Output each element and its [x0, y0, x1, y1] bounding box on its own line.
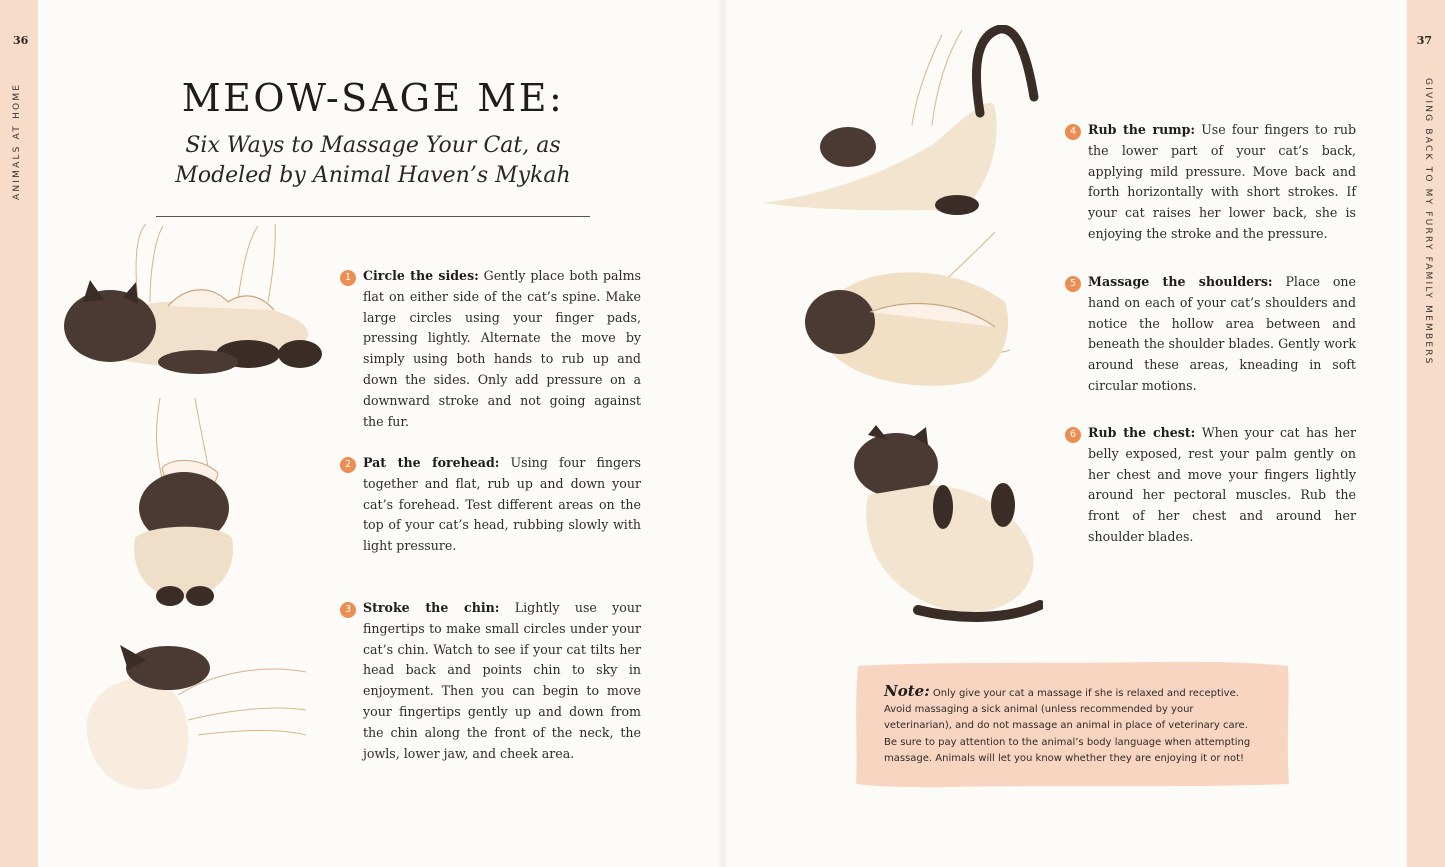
step-3-text: Lightly use your fingertips to make small circles under your cat’s chin. Watch to see if your cat tilts her head back and points chin to sky in enjoyment. Then you can begin to move your fingertips gently up and down from the chin along the front of the neck, the jowls, lower jaw, and cheek area. [363, 600, 641, 761]
step-4-paragraph [1088, 120, 1356, 245]
step-2-text: Using four fingers together and flat, rub up and down your cat’s forehead. Test different areas on the top of your cat’s head, rubbing slowly with light pressure. [363, 455, 641, 554]
page-number-left: 36 [13, 34, 29, 47]
running-head-right: GIVING BACK TO MY FURRY FAMILY MEMBERS [1423, 78, 1433, 366]
note-label: Note: [884, 682, 930, 700]
cat-shoulders-illustration [800, 232, 1015, 430]
note-text: Only give your cat a massage if she is relaxed and receptive. Avoid massaging a sick animal (unless recommended by your veterinarian), and do not massage an animal in place of veterinary care. Be sure to pay attention to the animal’s body language when attempting massage. Animals will let you know whether they are enjoying it or not! [884, 688, 1251, 764]
book-gutter [718, 0, 728, 867]
step-3-number-badge: 3 [340, 602, 356, 618]
running-head-left: ANIMALS AT HOME [12, 82, 22, 200]
step-4-title: Rub the rump: [1088, 122, 1196, 137]
subtitle-line-2: Modeled by Animal Haven’s Mykah [175, 163, 571, 188]
step-4-number-badge: 4 [1065, 124, 1081, 140]
step-5-paragraph [1088, 272, 1356, 397]
cat-stretching-illustration [762, 25, 1042, 220]
step-5-text: Place one hand on each of your cat’s shoulders and notice the hollow area between and beneath the shoulder blades. Gently work around these areas, kneading in soft circular motions. [1088, 274, 1356, 393]
subtitle-line-1: Six Ways to Massage Your Cat, as [185, 133, 561, 158]
step-3-paragraph [363, 598, 641, 764]
step-5-number-badge: 5 [1065, 276, 1081, 292]
cat-chest-illustration [848, 425, 1043, 625]
page-number-right: 37 [1416, 34, 1432, 47]
step-1-number-badge: 1 [340, 270, 356, 286]
step-4-text: Use four fingers to rub the lower part of your cat’s back, applying mild pressure. Move back and forth horizontally with short strokes. If your cat raises her lower back, she is enjoying the stroke and the pressure. [1088, 122, 1357, 241]
page-subtitle [156, 131, 590, 191]
cat-chin-illustration [58, 640, 308, 800]
step-1-text: Gently place both palms flat on either side of the cat’s spine. Make large circles using your finger pads, pressing lightly. Alternate the move by simply using both hands to rub up and down the sides. Only add pressure on a downward stroke and not going against the fur. [363, 268, 641, 429]
step-6-text: When your cat has her belly exposed, rest your palm gently on her chest and move your fingers lightly around her pectoral muscles. Rub the front of her chest and around her shoulder blades. [1088, 425, 1356, 544]
step-1-title: Circle the sides: [363, 268, 479, 283]
page-title: MEOW-SAGE ME: [181, 76, 565, 120]
cat-sitting-forehead-illustration [120, 398, 245, 613]
step-5-title: Massage the shoulders: [1088, 274, 1273, 289]
step-2-paragraph [363, 453, 641, 557]
step-3-title: Stroke the chin: [363, 600, 500, 615]
title-divider [156, 216, 590, 217]
note-paragraph [884, 683, 1264, 767]
step-6-paragraph [1088, 423, 1356, 548]
step-2-title: Pat the forehead: [363, 455, 500, 470]
cat-lying-side-illustration [38, 222, 323, 387]
step-6-title: Rub the chest: [1088, 425, 1196, 440]
step-1-paragraph [363, 266, 641, 432]
step-2-number-badge: 2 [340, 457, 356, 473]
note-box [852, 660, 1292, 790]
step-6-number-badge: 6 [1065, 427, 1081, 443]
